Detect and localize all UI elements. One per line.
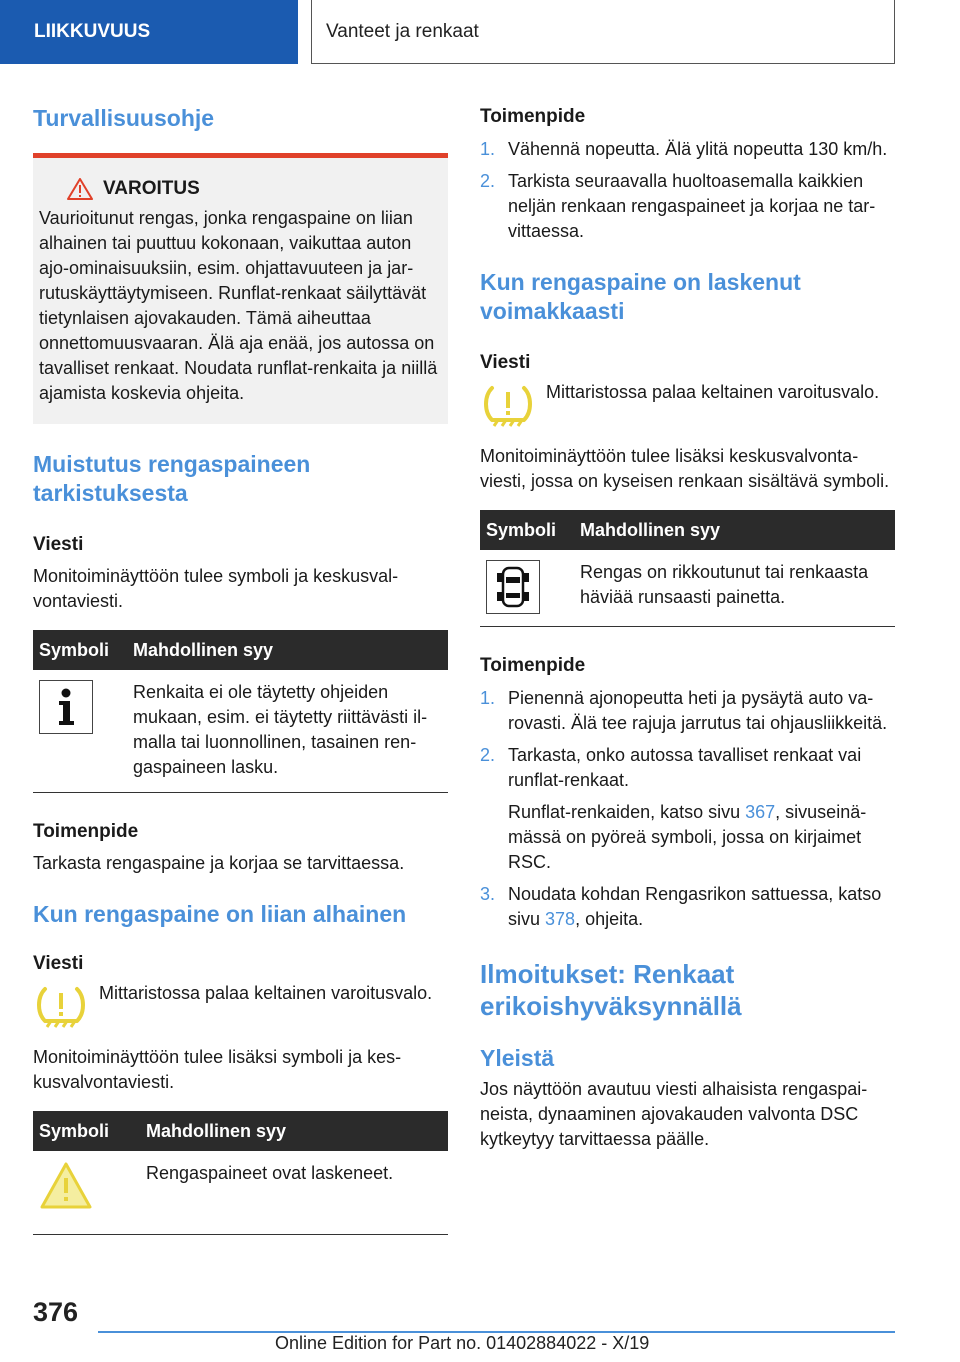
low-text: Monitoiminäyttöön tulee lisäksi symboli ja keskusvalvontaviesti. [33, 1047, 402, 1092]
general-heading: Yleistä [480, 1045, 555, 1071]
step-note [508, 800, 895, 875]
reminder-viesti-label: Viesti [33, 534, 84, 555]
table3-col-cause: Mahdollinen syy [574, 510, 895, 550]
step-number: 3. [480, 884, 496, 904]
header-section-tab [0, 0, 298, 64]
reminder-action-text: Tarkasta rengaspaine ja korjaa se tarvittaessa. [33, 853, 405, 873]
notices-heading: Ilmoitukset: Renkaat erikoishyväksynnällä [480, 959, 742, 1021]
strong-text: Monitoiminäyttöön tulee lisäksi keskusvalvontaviesti, jossa on kyseisen renkaan sisältävä symboli. [480, 446, 890, 491]
reminder-action-title: Toimenpide [33, 821, 139, 842]
header-section-label: LIIKKUVUUS [34, 21, 151, 42]
page-link-378[interactable]: 378 [545, 909, 576, 929]
step-number: 1. [480, 688, 496, 708]
strong-lamp-text: Mittaristossa palaa keltainen varoitusvalo. [546, 382, 880, 402]
table2-col-cause: Mahdollinen syy [140, 1111, 448, 1151]
step-text-post: , ohjeita. [575, 909, 644, 929]
step-text-pre: Noudata kohdan Rengasrikon sattuessa, katso sivu [508, 884, 882, 929]
strong-viesti-label: Viesti [480, 352, 531, 373]
right-column [480, 96, 895, 1152]
step-number: 2. [480, 171, 496, 191]
reminder-text: Monitoiminäyttöön tulee symboli ja keskusvalvontaviesti. [33, 566, 399, 611]
car-flat-tire-icon [486, 560, 540, 614]
strong-lamp-row [480, 380, 895, 432]
tire-pressure-warning-icon [480, 380, 536, 432]
step-item [480, 137, 895, 162]
low-pressure-heading: Kun rengaspaine on liian alhainen [33, 901, 407, 927]
table1-cause-cell: Renkaita ei ole täytetty ohjeiden mukaan, esim. ei täytetty riittävästi ilmalla tai luonnollinen, tasainen rengaspaineen lasku. [127, 670, 448, 793]
warning-triangle-icon [67, 178, 93, 200]
action-title: Toimenpide [480, 106, 586, 127]
safety-heading: Turvallisuusohje [33, 105, 215, 131]
symbol-table-3 [480, 510, 895, 627]
action2-title: Toimenpide [480, 655, 586, 676]
step-text: Tarkista seuraavalla huoltoasemalla kaikkien neljän renkaan rengaspaineet ja korjaa ne tarvittaessa. [508, 171, 876, 241]
tire-pressure-warning-icon [33, 981, 89, 1033]
step-text: Vähennä nopeutta. Älä ylitä nopeutta 130 km/h. [508, 139, 888, 159]
step-item [480, 882, 895, 932]
low-viesti-label: Viesti [33, 953, 84, 974]
warning-box [33, 153, 448, 424]
general-text: Jos näyttöön avautuu viesti alhaisista rengaspaineista, dynaaminen ajovakauden valvonta DSC kytkeytyy tarvittaessa päälle. [480, 1079, 868, 1149]
table3-col-symbol: Symboli [480, 510, 574, 550]
info-icon [39, 680, 93, 734]
reminder-heading: Muistutus rengaspaineen tarkistuksesta [33, 451, 311, 506]
step-body [508, 743, 895, 875]
step-note-pre: Runflat-renkaiden, katso sivu [508, 802, 746, 822]
warning-triangle-yellow-icon [39, 1161, 93, 1211]
step-text: Pienennä ajonopeutta heti ja pysäytä auto varovasti. Älä tee rajuja jarrutus tai ohjausliikkeitä. [508, 688, 888, 733]
page-number: 376 [33, 1297, 79, 1327]
symbol-table-2 [33, 1111, 448, 1235]
table1-col-cause: Mahdollinen syy [127, 630, 448, 670]
table3-symbol-cell [480, 550, 574, 627]
header-chapter-tab [311, 0, 895, 64]
page-link-367[interactable]: 367 [745, 802, 776, 822]
left-column [33, 96, 448, 1235]
table1-col-symbol: Symboli [33, 630, 127, 670]
step-note-post: , sivuseinämässä on pyöreä symboli, jossa on kirjaimet RSC. [508, 802, 867, 872]
step-number: 2. [480, 745, 496, 765]
table1-symbol-cell [33, 670, 127, 793]
table2-symbol-cell [33, 1151, 140, 1235]
steps-list-2 [480, 686, 895, 932]
low-lamp-text: Mittaristossa palaa keltainen varoitusvalo. [99, 983, 433, 1003]
table2-cause-cell: Rengaspaineet ovat laskeneet. [140, 1151, 448, 1235]
table3-cause-cell: Rengas on rikkoutunut tai renkaasta häviää runsaasti painetta. [574, 550, 895, 627]
step-number: 1. [480, 139, 496, 159]
edition-text: Online Edition for Part no. 01402884022 - X/19 [275, 1333, 650, 1353]
strong-drop-heading: Kun rengaspaine on laskenut voimakkaasti [480, 269, 801, 324]
low-lamp-row [33, 981, 448, 1033]
steps-list-1 [480, 137, 895, 244]
step-body [508, 882, 895, 932]
step-text: Tarkasta, onko autossa tavalliset renkaat vai runflat-renkaat. [508, 745, 862, 790]
step-item [480, 169, 895, 244]
warning-title-text: VAROITUS [103, 178, 200, 199]
table2-col-symbol: Symboli [33, 1111, 140, 1151]
step-item [480, 743, 895, 875]
warning-text: Vaurioitunut rengas, jonka rengaspaine on liian alhainen tai puuttuu kokonaan, vaikuttaa auton ajo-ominaisuuksiin, esim. ohjattavuuteen ja jarrutuskäyttäytymiseen. Runflat-renkaat säilyttävät tietynlaisen ajovakauden. Tämä aiheuttaa onnettomuusvaaran. Älä aja enää, jos autossa on tavalliset renkaat. Noudata runflat-renkaita ja niillä ajamista koskevia ohjeita. [39, 208, 438, 403]
symbol-table-1 [33, 630, 448, 793]
header-chapter-label: Vanteet ja renkaat [326, 20, 479, 42]
warning-title [67, 178, 440, 200]
step-item [480, 686, 895, 736]
